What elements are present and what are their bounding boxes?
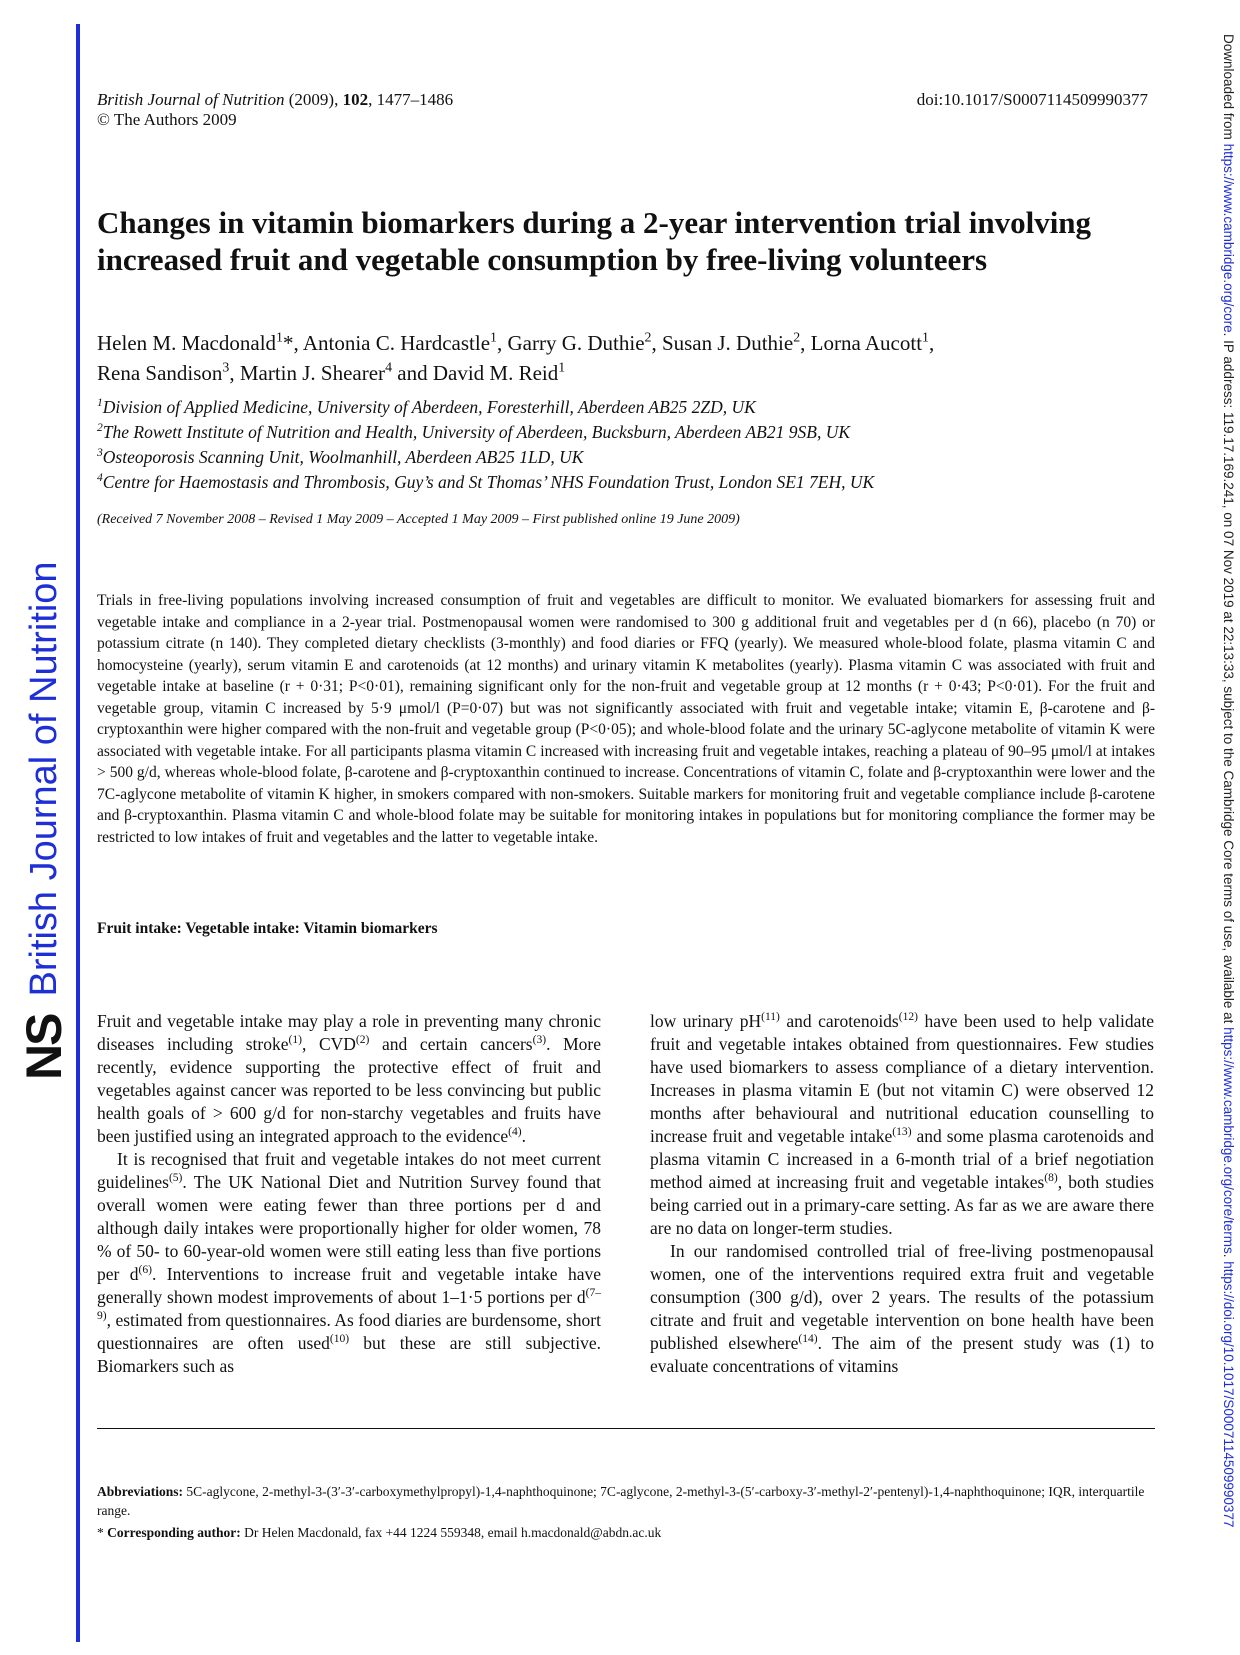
footnote-abbreviations bbox=[97, 1482, 1155, 1520]
body-paragraph bbox=[650, 1240, 1154, 1378]
body-text: . Interventions to increase fruit and vegetable intake have generally shown modest improvements of about 1–1·5 portions per d bbox=[97, 1264, 601, 1307]
download-sep: . bbox=[1221, 1253, 1236, 1262]
abbreviations-text: 5C-aglycone, 2-methyl-3-(3′-3′-carboxymethylpropyl)-1,4-naphthoquinone; 7C-aglycone, 2-methyl-3-(5′-carboxy-3′-methyl-2′-pentenyl)-1,4-naphthoquinone; IQR, interquartile range. bbox=[97, 1484, 1145, 1518]
body-text: . More recently, evidence supporting the protective effect of fruit and vegetables against cancer was reported to be less convincing but public health goals of > 600 g/d for non-starchy vegetables and fruits have been justified using an integrated approach to the evidence bbox=[97, 1034, 602, 1146]
author-affil-sup: 1 bbox=[922, 329, 929, 345]
body-text: . The UK National Diet and Nutrition Survey found that overall women were eating fewer than three portions per d and although daily intakes were proportionally higher for older women, 78 % of 50- to 60-year-old women were still eating less than five portions per d bbox=[97, 1172, 601, 1284]
body-text: Fruit and vegetable intake may play a role in preventing many chronic diseases including stroke bbox=[97, 1011, 601, 1054]
corresponding-star: * bbox=[97, 1525, 108, 1540]
body-text: , both studies being carried out in a primary-care setting. As far as we are aware there are no data on longer-term studies. bbox=[650, 1172, 1154, 1238]
citation-ref: (6) bbox=[138, 1264, 152, 1277]
cambridge-core-link[interactable]: https://www.cambridge.org/core bbox=[1221, 143, 1236, 333]
journal-name: British Journal of Nutrition bbox=[97, 90, 285, 109]
body-text: , estimated from questionnaires. As food diaries are burdensome, short questionnaires are often used bbox=[97, 1310, 601, 1353]
body-text: It is recognised that fruit and vegetable intakes do not meet current guidelines bbox=[97, 1149, 601, 1192]
journal-pages: , 1477–1486 bbox=[368, 90, 454, 109]
copyright: © The Authors 2009 bbox=[97, 110, 237, 129]
corresponding-text: Dr Helen Macdonald, fax +44 1224 559348, email h.macdonald@abdn.ac.uk bbox=[240, 1525, 662, 1540]
affiliation-sup: 3 bbox=[97, 447, 103, 460]
author-sep: , bbox=[496, 331, 508, 355]
author-sep: and bbox=[392, 361, 433, 385]
affiliation-line bbox=[97, 420, 1167, 445]
affiliation-text: Division of Applied Medicine, University of Aberdeen, Foresterhill, Aberdeen AB25 2ZD, UK bbox=[102, 397, 756, 417]
author-sep: *, bbox=[282, 331, 303, 355]
citation-ref: (4) bbox=[508, 1126, 522, 1139]
abbreviations-label: Abbreviations: bbox=[97, 1484, 184, 1499]
author-affil-sup: 4 bbox=[385, 359, 392, 375]
author-sep: , bbox=[928, 331, 935, 355]
journal-year: (2009), bbox=[284, 90, 343, 109]
author-name: Helen M. Macdonald bbox=[97, 331, 277, 355]
author-list bbox=[97, 328, 1167, 388]
author-name: Garry G. Duthie bbox=[507, 331, 645, 355]
affiliations bbox=[97, 395, 1167, 495]
citation-line bbox=[97, 90, 453, 110]
author-sep: , bbox=[800, 331, 811, 355]
doi: doi:10.1017/S0007114509990377 bbox=[916, 90, 1148, 109]
body-text: low urinary pH bbox=[650, 1011, 762, 1031]
affiliation-text: Osteoporosis Scanning Unit, Woolmanhill, Aberdeen AB25 1LD, UK bbox=[102, 447, 584, 467]
body-text: In our randomised controlled trial of free-living postmenopausal women, one of the interventions required extra fruit and vegetable consumption (300 g/d), over 2 years. The results of the potassium citrate and fruit and vegetable intervention on bone health have been published elsewhere bbox=[650, 1241, 1154, 1353]
citation-ref: (11) bbox=[761, 1011, 780, 1024]
article-title: Changes in vitamin biomarkers during a 2-year intervention trial involving increased fruit and vegetable consumption by free-living volunteers bbox=[97, 205, 1092, 277]
author-affil-sup: 1 bbox=[276, 329, 283, 345]
body-text: and some plasma carotenoids and plasma vitamin C increased in a 6-month trial of a brief negotiation method aimed at increasing fruit and vegetable intakes bbox=[650, 1126, 1154, 1192]
download-notice bbox=[1221, 34, 1236, 1634]
doi-link[interactable]: https://doi.org/10.1017/S0007114509990377 bbox=[1221, 1261, 1236, 1528]
body-text: , CVD bbox=[301, 1034, 356, 1054]
citation-ref: (13) bbox=[892, 1126, 912, 1139]
body-text: and carotenoids bbox=[779, 1011, 899, 1031]
citation-ref: (2) bbox=[355, 1034, 370, 1047]
affiliation-line bbox=[97, 470, 1167, 495]
author-affil-sup: 1 bbox=[558, 359, 566, 375]
citation-header bbox=[97, 90, 453, 130]
citation-ref: (7–9) bbox=[97, 1287, 601, 1323]
body-column-right bbox=[650, 1010, 1154, 1378]
ns-logo: NS bbox=[16, 1014, 72, 1080]
received-dates: (Received 7 November 2008 – Revised 1 May 2009 – Accepted 1 May 2009 – First published online 19 June 2009) bbox=[97, 512, 740, 527]
author-name: Susan J. Duthie bbox=[661, 331, 794, 355]
affiliation-text: Centre for Haemostasis and Thrombosis, Guy’s and St Thomas’ NHS Foundation Trust, London SE1 7EH, UK bbox=[102, 472, 875, 492]
download-mid: . IP address: 119.17.169.241, on 07 Nov 2019 at 22:13:33, subject to the Cambridge Core terms of use, available at bbox=[1221, 332, 1236, 1028]
affiliation-line bbox=[97, 445, 1167, 470]
keywords: Fruit intake: Vegetable intake: Vitamin biomarkers bbox=[97, 920, 438, 937]
citation-ref: (1) bbox=[288, 1034, 302, 1047]
body-text: but these are still subjective. Biomarkers such as bbox=[97, 1333, 601, 1376]
journal-volume: 102 bbox=[342, 90, 369, 109]
body-paragraph bbox=[97, 1148, 601, 1378]
affiliation-sup: 1 bbox=[97, 397, 103, 410]
citation-ref: (12) bbox=[898, 1011, 918, 1024]
download-prefix: Downloaded from bbox=[1221, 34, 1236, 144]
terms-link[interactable]: https://www.cambridge.org/core/terms bbox=[1221, 1027, 1236, 1254]
body-text: . bbox=[521, 1126, 526, 1146]
corresponding-label: Corresponding author: bbox=[107, 1525, 241, 1540]
author-name: Antonia C. Hardcastle bbox=[302, 331, 491, 355]
citation-ref: (10) bbox=[329, 1333, 350, 1346]
citation-ref: (3) bbox=[532, 1034, 547, 1047]
abstract: Trials in free-living populations involving increased consumption of fruit and vegetables are difficult to monitor. We evaluated biomarkers for assessing fruit and vegetable intake and compliance in a 2-year trial. Postmenopausal women were randomised to 300 g additional fruit and vegetables per d (n 66), placebo (n 70) or potassium citrate (n 140). They completed dietary checklists (3-monthly) and food diaries or FFQ (yearly). We measured whole-blood folate, plasma vitamin C and homocysteine (yearly), serum vitamin E and carotenoids (at 12 months) and urinary vitamin K metabolites (yearly). Plasma vitamin C was associated with fruit and vegetable intake at baseline (r + 0·31; P<0·01), remaining significant only for the non-fruit and vegetable group at 12 months (r + 0·43; P<0·01). For the fruit and vegetable group, vitamin C increased by 5·9 μmol/l (P=0·07) but was not significantly associated with fruit and vegetable intake; vitamin E, β-carotene and β-cryptoxanthin were higher compared with the non-fruit and vegetable group (P<0·05); and whole-blood folate and the urinary 5C-aglycone metabolite of vitamin K were associated with vegetable intake. For all participants plasma vitamin C increased with increasing fruit and vegetable intakes, reaching a plateau of 90–95 μmol/l at intakes > 500 g/d, whereas whole-blood folate, β-carotene and β-cryptoxanthin continued to increase. Concentrations of vitamin C, folate and β-cryptoxanthin were lower and the 7C-aglycone metabolite of vitamin K higher, in smokers compared with non-smokers. Suitable markers for monitoring fruit and vegetable compliance include β-carotene and β-cryptoxanthin. Plasma vitamin C and whole-blood folate may be suitable for monitoring intakes in populations but for monitoring compliance the former may be restricted to low intakes of fruit and vegetables and the latter to vegetable intake. bbox=[97, 592, 1155, 846]
affiliation-sup: 2 bbox=[97, 422, 103, 435]
author-affil-sup: 1 bbox=[490, 329, 497, 345]
author-affil-sup: 3 bbox=[222, 359, 230, 375]
journal-vertical-banner bbox=[14, 540, 74, 1080]
author-name: David M. Reid bbox=[432, 361, 559, 385]
body-text: have been used to help validate fruit and vegetable intakes obtained from questionnaires. Few studies have used biomarkers to assess compliance of a dietary intervention. Increases in plasma vitamin E (but not vitamin C) were observed 12 months after behavioural and nutritional education counselling to increase fruit and vegetable intake bbox=[650, 1011, 1154, 1146]
author-affil-sup: 2 bbox=[793, 329, 801, 345]
affiliation-sup: 4 bbox=[97, 472, 103, 485]
affiliation-text: The Rowett Institute of Nutrition and Health, University of Aberdeen, Bucksburn, Aberdeen AB21 9SB, UK bbox=[102, 422, 851, 442]
journal-vertical-title: British Journal of Nutrition bbox=[22, 561, 65, 997]
citation-ref: (8) bbox=[1044, 1172, 1058, 1185]
author-name: Rena Sandison bbox=[97, 361, 223, 385]
body-text: and certain cancers bbox=[369, 1034, 533, 1054]
author-sep: , bbox=[229, 361, 240, 385]
left-margin-rule bbox=[76, 24, 80, 1642]
body-paragraph bbox=[650, 1010, 1154, 1240]
author-sep: , bbox=[651, 331, 662, 355]
footnote-corresponding-author bbox=[97, 1523, 1155, 1542]
author-name: Martin J. Shearer bbox=[239, 361, 386, 385]
affiliation-line bbox=[97, 395, 1167, 420]
author-name: Lorna Aucott bbox=[810, 331, 923, 355]
footnote-divider bbox=[97, 1428, 1155, 1429]
body-paragraph bbox=[97, 1010, 601, 1148]
body-column-left bbox=[97, 1010, 601, 1378]
body-text: . The aim of the present study was (1) to evaluate concentrations of vitamins bbox=[650, 1333, 1154, 1376]
citation-ref: (5) bbox=[168, 1172, 183, 1185]
author-affil-sup: 2 bbox=[644, 329, 652, 345]
citation-ref: (14) bbox=[798, 1333, 818, 1346]
